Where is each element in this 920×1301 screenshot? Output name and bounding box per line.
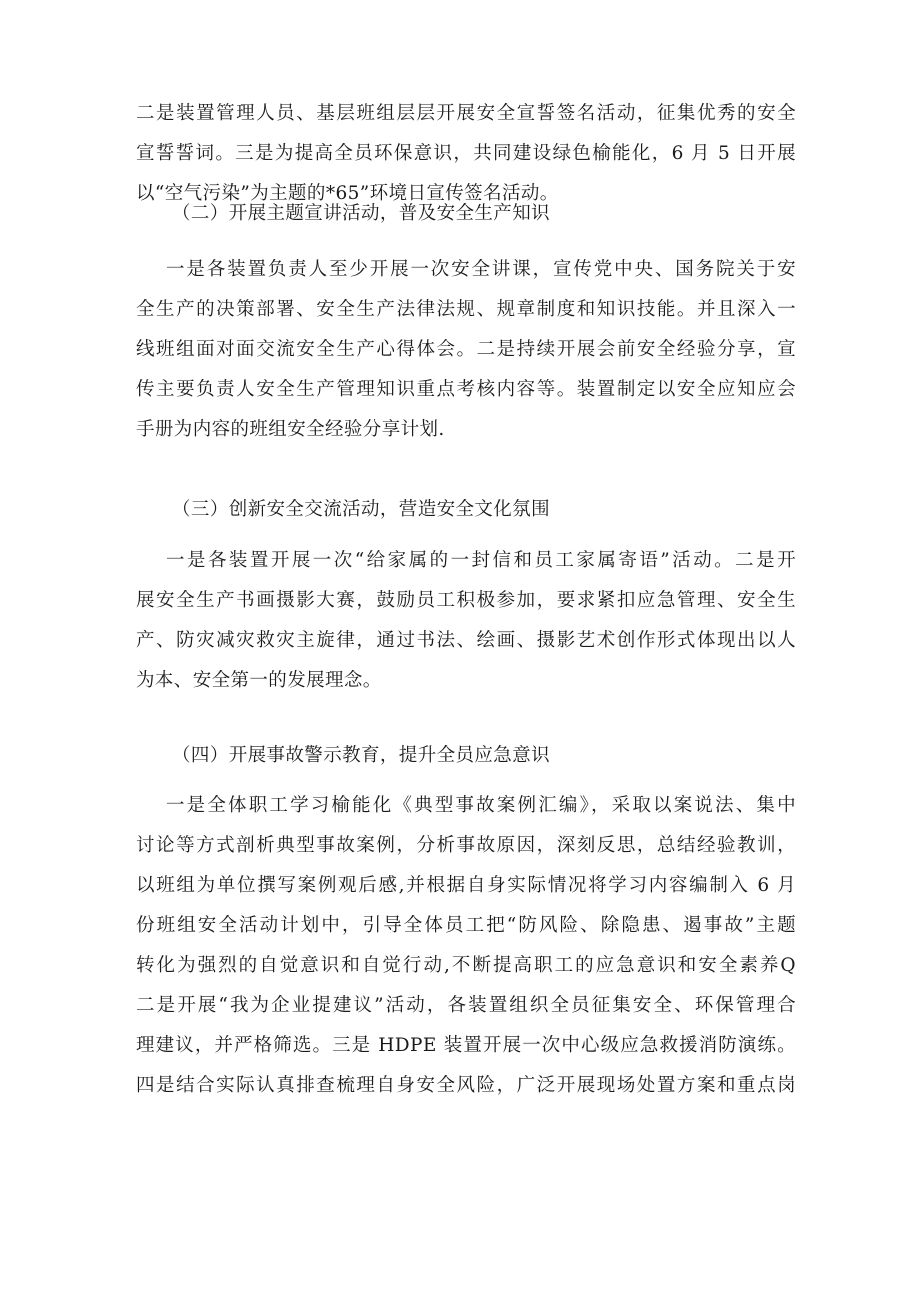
- text-line: 理建议，并严格筛选。三是 HDPE 装置开展一次中心级应急救援消防演练。: [136, 1035, 796, 1056]
- text-line: 产、防灾减灾救灾主旋律，通过书法、绘画、摄影艺术创作形式体现出以人: [136, 630, 796, 651]
- section-heading-3: （三）创新安全交流活动，营造安全文化氛围: [172, 499, 551, 520]
- text-line: 手册为内容的班组安全经验分享计划.: [136, 419, 445, 440]
- section-heading-2: （二）开展主题宣讲活动，普及安全生产知识: [172, 203, 551, 224]
- text-line: 为本、安全第一的发展理念。: [136, 670, 382, 691]
- body-paragraph-4: [136, 786, 796, 1106]
- text-line: 线班组面对面交流安全生产心得体会。二是持续开展会前安全经验分享，宣: [136, 339, 796, 360]
- text-line: 四是结合实际认真排查梳理自身安全风险，广泛开展现场处置方案和重点岗: [136, 1075, 796, 1096]
- text-line: 以班组为单位撰写案例观后感,并根据自身实际情况将学习内容编制入 6 月: [136, 875, 796, 896]
- section-heading-4: （四）开展事故警示教育，提升全员应急意识: [172, 745, 551, 766]
- text-line: 一是各装置负责人至少开展一次安全讲课，宣传党中央、国务院关于安: [166, 259, 796, 280]
- body-paragraph-3: [136, 541, 796, 701]
- text-line: 份班组安全活动计划中，引导全体员工把“防风险、除隐患、遏事故”主题: [136, 915, 796, 936]
- text-line: 一是全体职工学习榆能化《典型事故案例汇编》，采取以案说法、集中: [166, 795, 796, 816]
- text-line: 以“空气污染”为主题的*65”环境日宣传签名活动。: [136, 183, 559, 204]
- text-line: 二是装置管理人员、基层班组层层开展安全宣誓签名活动，征集优秀的安全: [136, 103, 796, 124]
- text-line: 转化为强烈的自觉意识和自觉行动,不断提高职工的应急意识和安全素养Q: [136, 955, 796, 976]
- text-line: 一是各装置开展一次“给家属的一封信和员工家属寄语”活动。二是开: [166, 550, 796, 571]
- text-line: 展安全生产书画摄影大赛，鼓励员工积极参加，要求紧扣应急管理、安全生: [136, 590, 796, 611]
- body-paragraph-2: [136, 250, 796, 450]
- text-line: 宣誓誓词。三是为提高全员环保意识，共同建设绿色榆能化，6 月 5 日开展: [136, 143, 796, 164]
- text-line: 讨论等方式剖析典型事故案例，分析事故原因，深刻反思，总结经验教训，: [136, 835, 796, 856]
- text-line: 传主要负责人安全生产管理知识重点考核内容等。装置制定以安全应知应会: [136, 379, 796, 400]
- text-line: 全生产的决策部署、安全生产法律法规、规章制度和知识技能。并且深入一: [136, 299, 796, 320]
- text-line: 二是开展“我为企业提建议”活动，各装置组织全员征集安全、环保管理合: [136, 995, 796, 1016]
